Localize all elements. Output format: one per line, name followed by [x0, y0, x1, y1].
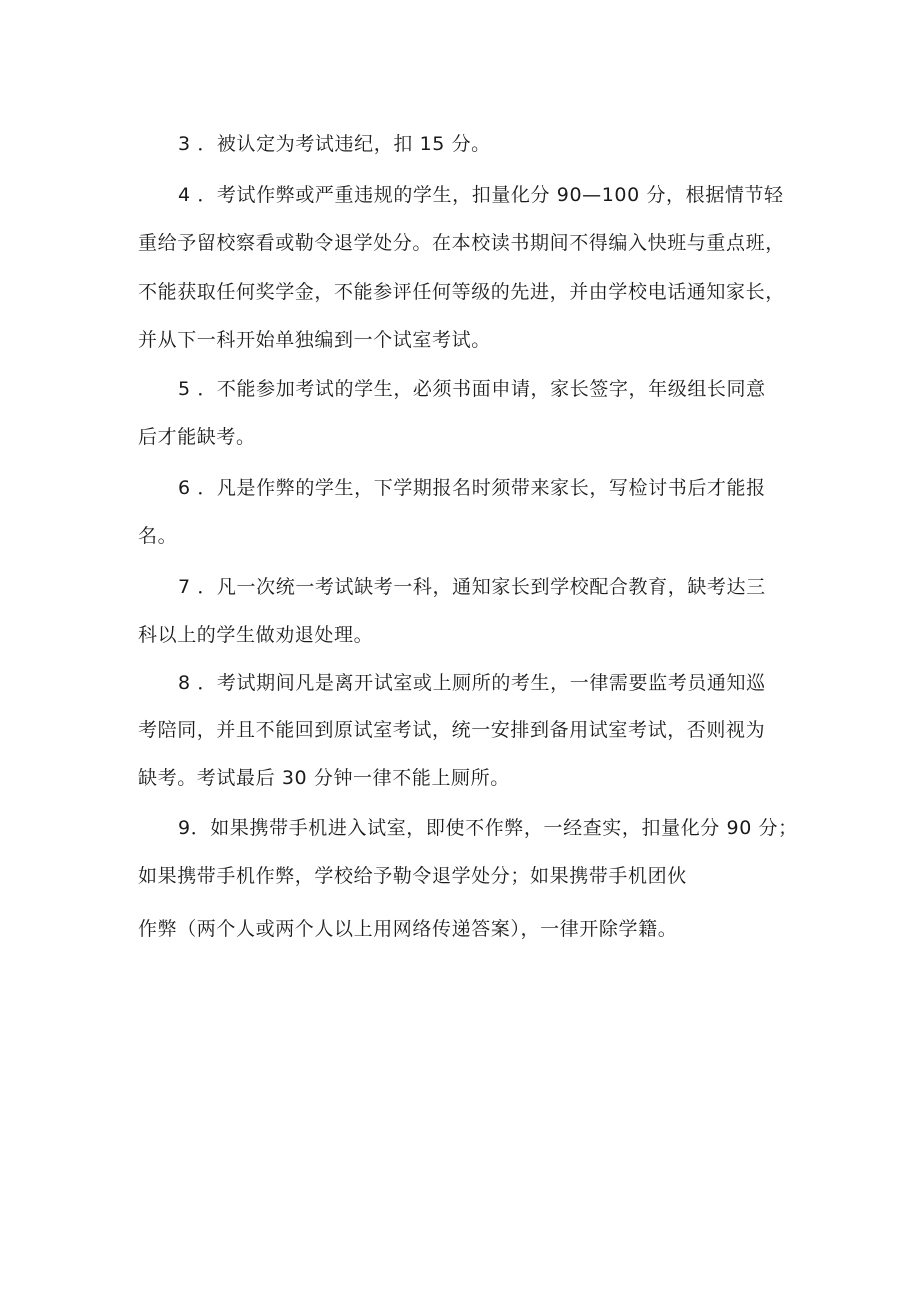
rule-4-line-3: 不能获取任何奖学金，不能参评任何等级的先进，并由学校电话通知家长，: [138, 281, 785, 303]
rule-3-line-1: 3 ．被认定为考试违纪，扣 15 分。: [178, 133, 491, 155]
rule-5-line-1: 5 ．不能参加考试的学生，必须书面申请，家长签字，年级组长同意: [178, 378, 766, 400]
rule-6-line-2: 名。: [138, 525, 178, 547]
rule-7-line-2: 科以上的学生做劝退处理。: [138, 624, 374, 646]
rule-6-line-1: 6 ．凡是作弊的学生，下学期报名时须带来家长，写检讨书后才能报: [178, 477, 766, 499]
rule-8-line-3: 缺考。考试最后 30 分钟一律不能上厕所。: [138, 767, 510, 789]
rule-9-line-1: 9．如果携带手机进入试室，即使不作弊，一经查实，扣量化分 90 分；: [178, 817, 798, 839]
rule-4-line-4: 并从下一科开始单独编到一个试室考试。: [138, 329, 491, 351]
rule-4-line-2: 重给予留校察看或勒令退学处分。在本校读书期间不得编入快班与重点班，: [138, 232, 785, 254]
rule-8-line-1: 8 ．考试期间凡是离开试室或上厕所的考生，一律需要监考员通知巡: [178, 672, 766, 694]
rule-9-line-3: 作弊（两个人或两个人以上用网络传递答案），一律开除学籍。: [138, 918, 678, 940]
rule-9-line-2: 如果携带手机作弊，学校给予勒令退学处分；如果携带手机团伙: [138, 865, 687, 887]
rule-5-line-2: 后才能缺考。: [138, 426, 256, 448]
rule-4-line-1: 4 ．考试作弊或严重违规的学生，扣量化分 90—100 分，根据情节轻: [178, 184, 784, 206]
rule-7-line-1: 7 ．凡一次统一考试缺考一科，通知家长到学校配合教育，缺考达三: [178, 576, 766, 598]
rule-8-line-2: 考陪同，并且不能回到原试室考试，统一安排到备用试室考试，否则视为: [138, 719, 766, 741]
